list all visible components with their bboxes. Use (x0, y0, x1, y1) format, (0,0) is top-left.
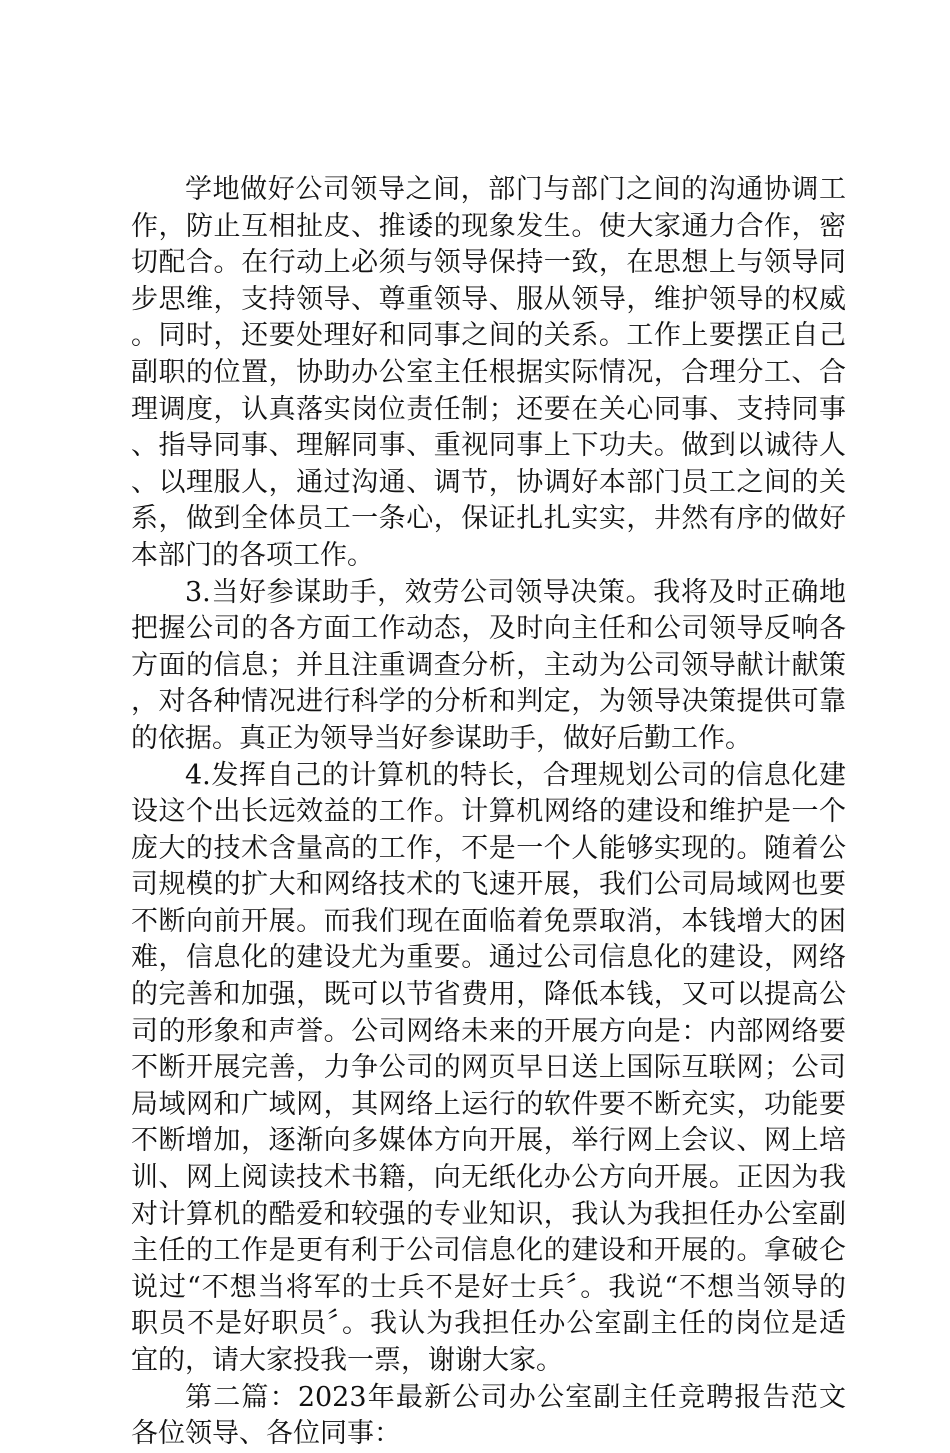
paragraph-advisor: 3.当好参谋助手，效劳公司领导决策。我将及时正确地把握公司的各方面工作动态，及时向主任和公司领导反响各方面的信息；并且注重调查分析，主动为公司领导献计献策，对各种情况进行科学的分析和判定，为领导决策提供可靠的依据。真正为领导当好参谋助手，做好后勤工作。 (131, 576, 846, 754)
paragraph-second-article-heading: 第二篇：2023年最新公司办公室副主任竞聘报告范文各位领导、各位同事： (131, 1381, 846, 1450)
document-body (131, 172, 846, 1453)
paragraph-computer-skills: 4.发挥自己的计算机的特长，合理规划公司的信息化建设这个出长远效益的工作。计算机网络的建设和维护是一个庞大的技术含量高的工作，不是一个人能够实现的。随着公司规模的扩大和网络技术的飞速开展，我们公司局域网也要不断向前开展。而我们现在面临着免票取消，本钱增大的困难，信息化的建设尤为重要。通过公司信息化的建设，网络的完善和加强，既可以节省费用，降低本钱，又可以提高公司的形象和声誉。公司网络未来的开展方向是：内部网络要不断开展完善，力争公司的网页早日送上国际互联网；公司局域网和广域网，其网络上运行的软件要不断充实，功能要不断增加，逐渐向多媒体方向开展，举行网上会议、网上培训、网上阅读技术书籍，向无纸化办公方向开展。正因为我对计算机的酷爱和较强的专业知识，我认为我担任办公室副主任的工作是更有利于公司信息化的建设和开展的。拿破仑说过“不想当将军的士兵不是好士兵〞。我说“不想当领导的职员不是好职员〞。我认为我担任办公室副主任的岗位是适宜的，请大家投我一票，谢谢大家。 (131, 759, 846, 1376)
paragraph-coordination: 学地做好公司领导之间，部门与部门之间的沟通协调工作，防止互相扯皮、推诿的现象发生。使大家通力合作，密切配合。在行动上必须与领导保持一致，在思想上与领导同步思维，支持领导、尊重领导、服从领导，维护领导的权威。同时，还要处理好和同事之间的关系。工作上要摆正自己副职的位置，协助办公室主任根据实际情况，合理分工、合理调度，认真落实岗位责任制；还要在关心同事、支持同事、指导同事、理解同事、重视同事上下功夫。做到以诚待人、以理服人，通过沟通、调节，协调好本部门员工之间的关系，做到全体员工一条心，保证扎扎实实，井然有序的做好本部门的各项工作。 (131, 174, 846, 571)
